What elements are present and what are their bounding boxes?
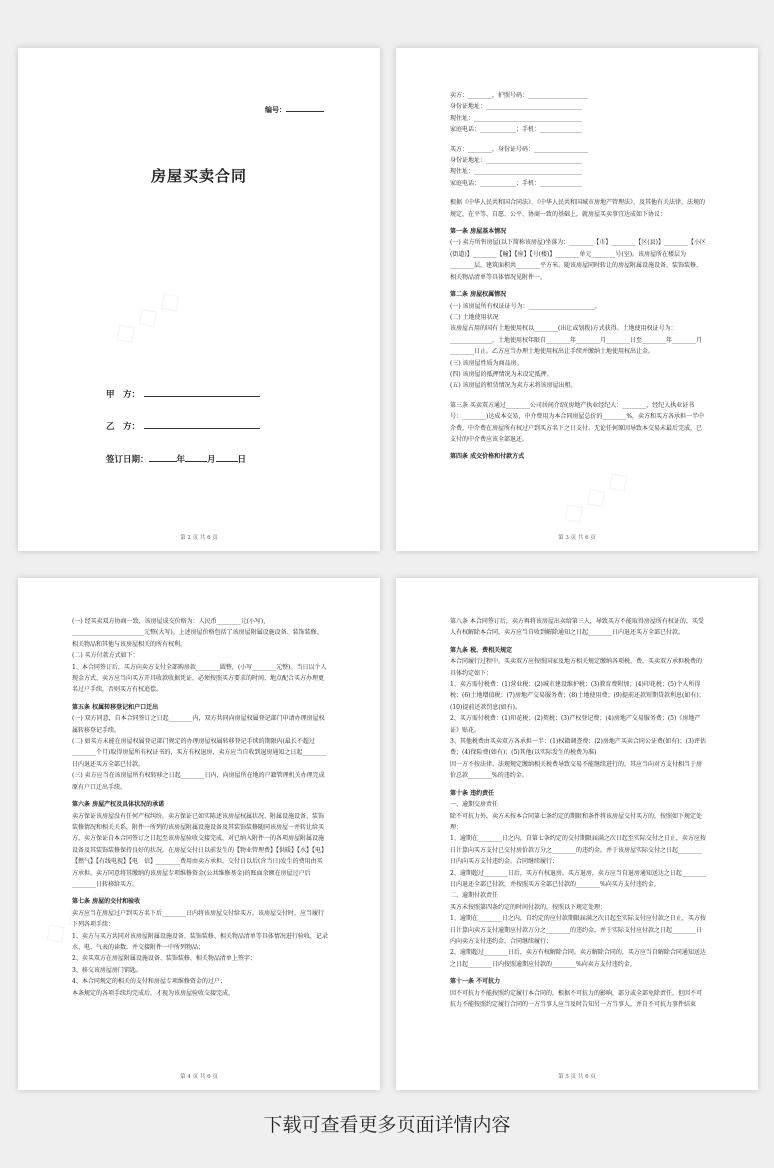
paragraph: 买方未按照第四条约定的时间付款的，按照以下规定处理： bbox=[450, 903, 607, 911]
download-caption: 下载可查看更多页面详情内容 bbox=[263, 1114, 511, 1136]
paragraph: 2、卖买双方在房屋附属设施设备、装饰装修、相关物品清单上签字； bbox=[72, 955, 256, 963]
contract-number-label: 编号： bbox=[265, 106, 286, 114]
page-title: 房屋买卖合同 bbox=[150, 167, 247, 185]
info-line: 现住址：____________________________________ bbox=[450, 114, 583, 122]
paragraph: 1、本合同签订后，买方向卖方支付全部购房款________圆整，(小写________元整)。当日以个人现金方式，卖方应当向买方开具收款收据凭证，必须按照买方要求的时间、地点配合买方办理更名过户手续，否则买方有权追偿。 bbox=[72, 663, 327, 694]
contract-number bbox=[265, 104, 324, 115]
section-text: (一) 该房屋所有权证证号为：______________________。 (二) 土地使用状况 该房屋占用的国有土地使用权以________(出让或划拨)方式获得。土地使用权证号为：______________，土地使用权年限自________年________月________日至________年________月________日止。乙方应当办理土地使用权出让手续并缴纳土地使用权出让金。 (三) 该房屋性质为商品房。 (四) 该房屋的抵押情况为未设定抵押。 (五) 该房屋的租赁情况为卖方未将该房屋出租。 bbox=[450, 302, 703, 390]
party-a-field bbox=[106, 386, 260, 400]
info-line: 家庭电话：____________；手机：______________ bbox=[450, 179, 583, 187]
party-a-label: 甲 方： bbox=[106, 390, 141, 400]
party-b-field bbox=[106, 418, 260, 432]
paragraph: (二) 买方付款方式如下： bbox=[72, 652, 139, 660]
page-cover bbox=[18, 48, 380, 551]
info-line: 现住址：____________________________________ bbox=[450, 168, 583, 176]
info-line: 家庭电话：____________；手机：______________ bbox=[450, 126, 583, 134]
section-heading: 第二条 房屋权属情况 bbox=[450, 291, 507, 299]
info-line: 身份证地址：________________________________ bbox=[450, 157, 583, 165]
spacer bbox=[450, 136, 706, 144]
paragraph: (二) 如买方未能在房屋权属登记部门规定的办理房屋权属转移登记手续的期限内(最长不超过________个月)取得房屋所有权证书的，买方有权退房，卖方应当自收到退房通知之日起________日内退还买方全部已付款。 bbox=[72, 738, 327, 768]
section-text: (一) 卖方所售房屋(以下简称该房屋)坐落为：________【市】________【区(县)】________【小区(街道)】________【幢】【座】【号(楼)】________单元________号(室)。该房屋所在楼层为________层，建筑面积共________平方米。随该房屋同时转让的房屋附属设施设备、装饰装修、相关物品清单等具体情况见附件一。 bbox=[450, 239, 706, 281]
page-5 bbox=[396, 578, 758, 1090]
paragraph: 3、其他税费由买卖双方各承担一半：(1)权籍调查费；(2)房地产买卖合同公证费(如有)；(3)评估费；(4)保险费(如有)；(5)其他(以实际发生的税费为准) bbox=[450, 738, 706, 757]
sign-date-label: 签订日期： bbox=[106, 455, 149, 465]
paragraph: 第八条 本合同签订后，卖方再将该房屋出卖给第三人，导致买方不能取得房屋所有权证的，买受人有权解除本合同，卖方应当自收到解除通知之日起________日内退还买方全部已付款。 bbox=[450, 618, 704, 637]
paragraph: 1、逾期在________日之内，自第七条约定的交付期限届满之次日起至实际交付之日止，卖方应按日计算向买方支付已交付房价款万分之________的违约金，并于该房屋实际交付之日起________日内向买方支付违约金，合同继续履行； bbox=[450, 835, 706, 866]
page-body bbox=[72, 616, 328, 999]
page-body bbox=[450, 616, 706, 1010]
paragraph: (一) 经买卖双方协商一致，该房屋成交价格为：人民币________元(小写)，________________________元整(大写)。上述房屋价格包括了该房屋附属设施设备、装饰装修、相关物品和其他与该房屋相关的所有权利。 bbox=[72, 618, 323, 648]
paragraph: 卖方应当在房屋过户到买方名下后________日内将该房屋交付给买方。该房屋交付时，应当履行下列各项手续： bbox=[72, 909, 325, 929]
section-heading: 第九条 税、费相关规定 bbox=[450, 646, 513, 654]
paragraph: (一) 双方同意，自本合同签订之日起________内，双方共同向房屋权属登记部门申请办理房屋权属转移登记手续。 bbox=[72, 715, 325, 734]
section-text: 第三条 买卖双方通过________公司居间介绍(房地产执业经纪人：________，经纪人执业证书号：________)达成本交易，中介费用为本合同房屋总价的________%，卖方和买方各承担一半中介费，中介费在房屋所有权过户到买方名下之日支付。无论任何原因导致本交易未最后完成，已支付的中介费应该全部退还。 bbox=[450, 401, 705, 443]
paragraph: 1、卖方与买方共同对该房屋附属设施设备、装饰装修、相关物品清单等具体情况进行验收，记录水、电、气表的读数，并交接附件一中所列物品； bbox=[72, 932, 328, 951]
sign-date-field bbox=[106, 452, 246, 465]
spacer bbox=[450, 392, 706, 400]
paragraph: 因不可抗力不能按照约定履行本合同的，根据不可抗力的影响，部分或全部免除责任，但因不可抗力不能按照约定履行合同的一方当事人应当及时告知另一方当事人，并自不可抗力事件结束 bbox=[450, 989, 703, 1008]
paragraph: 卖方保证该房屋没有任何产权纠纷。卖方保证已如实陈述该房屋权属状况、附属设施设备、装饰装修情况和相关关系，附件一所列的该房屋附属设施设备及其装饰装修随同该房屋一并转让给买方，卖方保证自本合同签订之日起至该房屋验收交接完成，对已纳入附件一的各项房屋附属设施设备及其装饰装修保持良好的状况。在房屋交付日以前发生的【物业管理费】【供暖】【水】【电】【燃气】【有线电视】【电 信】________费用由卖方承担，交付日以后(含当日)发生的费用由买方承担。卖方同意将其缴纳的该房屋专项维修资金(公共维修基金)的账面余额在房屋过户后________日转移给买方。 bbox=[72, 812, 328, 888]
paragraph: 1、卖方需付税费：(1)营业税；(2)城市建设维护税；(3)教育费附加；(4)印花税；(5)个人所得税；(6)土地增值税；(7)房地产交易服务费；(8)土地使用费；(9)提前还款短期贷款利息(如有)；(10)提前还款罚息(如有)。 bbox=[450, 681, 705, 711]
paragraph: 因一方不按法律、法规规定缴纳相关税费导致交易不能继续进行的，其应当向对方支付相当于房价总款________%的违约金。 bbox=[450, 760, 703, 780]
page-4 bbox=[18, 578, 380, 1090]
paragraph: 本条规定的各项手续均完成后，才视为该房屋验收交接完成。 bbox=[72, 989, 235, 997]
section-heading: 第六条 房屋产权及具体状况的承诺 bbox=[72, 801, 165, 809]
paragraph: 2、逾期超过________日后，卖方有权解除合同。卖方解除合同的，买方应当自解除合同通知送达之日起________日内按照逾期应付款的________%向卖方支付违约金。 bbox=[450, 949, 706, 968]
paragraph: 3、移交该房屋房门钥匙。 bbox=[72, 966, 142, 974]
paragraph: 本合同履行过程中，买卖双方应按照国家及地方相关规定缴纳各项税、费，买卖双方承担税费的具体约定如下： bbox=[450, 658, 703, 677]
section-heading: 第四条 成交价格和付款方式 bbox=[450, 453, 525, 461]
info-line: 买方：________，身份证号码：__________________ bbox=[450, 145, 589, 153]
section-heading: 第十条 违约责任 bbox=[450, 789, 495, 797]
page-footer: 第 3 页 共 6 页 bbox=[558, 535, 596, 541]
watermark bbox=[553, 458, 640, 533]
watermark bbox=[105, 278, 192, 353]
page-footer: 第 5 页 共 6 页 bbox=[558, 1074, 596, 1080]
party-b-label: 乙 方： bbox=[106, 422, 141, 432]
paragraph: 4、本合同规定的相关的支付和房屋专项维修资金的过户； bbox=[72, 978, 226, 986]
paragraph: 一、逾期交房责任 bbox=[450, 801, 499, 809]
paragraph: 2、逾期超过________日后，买方有权退房。买方退房，卖方应当自退房通知送达之日起________日内退还全部已付款，并按照买方全部已付款的________%向买方支付违约金。 bbox=[450, 869, 706, 888]
paragraph: 1、逾期在________日之内，自约定的应付款期限届满之次日起至实际支付应付款之日止，买方按日计算向卖方支付逾期应付款万分之________的违约金，并于实际支付应付款之日起________日内向卖方支付违约金，合同继续履行； bbox=[450, 915, 706, 945]
page-body bbox=[450, 90, 706, 463]
section-heading: 第一条 房屋基本情况 bbox=[450, 228, 507, 236]
month-label: 月 bbox=[207, 455, 216, 465]
section-heading: 第七条 房屋的交付和验收 bbox=[72, 898, 141, 906]
paragraph: 2、买方需付税费：(1)印花税；(2)契税；(3)产权登记费；(4)房地产交易服务费；(5)《房地产证》贴花。 bbox=[450, 715, 701, 734]
info-line: 卖方：________，护照号码：____________________ bbox=[450, 92, 589, 99]
page-footer: 第 2 页 共 6 页 bbox=[180, 535, 218, 541]
spacer bbox=[450, 189, 706, 197]
page-footer: 第 4 页 共 6 页 bbox=[180, 1074, 218, 1080]
info-line: 根据《中华人民共和国合同法》、《中华人民共和国城市房地产管理法》、及其他有关法律、法规的规定，在平等、自愿、公平、协商一致的基础上，就房屋买卖事宜达成如下协议： bbox=[450, 199, 706, 218]
paragraph: 二、逾期付款责任 bbox=[450, 892, 499, 900]
year-label: 年 bbox=[176, 455, 186, 465]
section-heading: 第十一条 不可抗力 bbox=[450, 978, 501, 986]
day-label: 日 bbox=[237, 455, 247, 465]
section-heading: 第五条 权属转移登记和户口迁出 bbox=[72, 703, 159, 711]
paragraph: 除不可抗力外，卖方未按本合同第七条约定的期限和条件将该房屋交付买方的，按照如下规定处理： bbox=[450, 812, 703, 831]
info-line: 身份证地址：________________________________ bbox=[450, 103, 583, 111]
page-3 bbox=[396, 48, 758, 551]
paragraph: (三) 卖方应当在该房屋所有权转移之日起________日内，向房屋所在地的户籍管理机关办理完成原有户口迁出手续。 bbox=[72, 772, 325, 791]
